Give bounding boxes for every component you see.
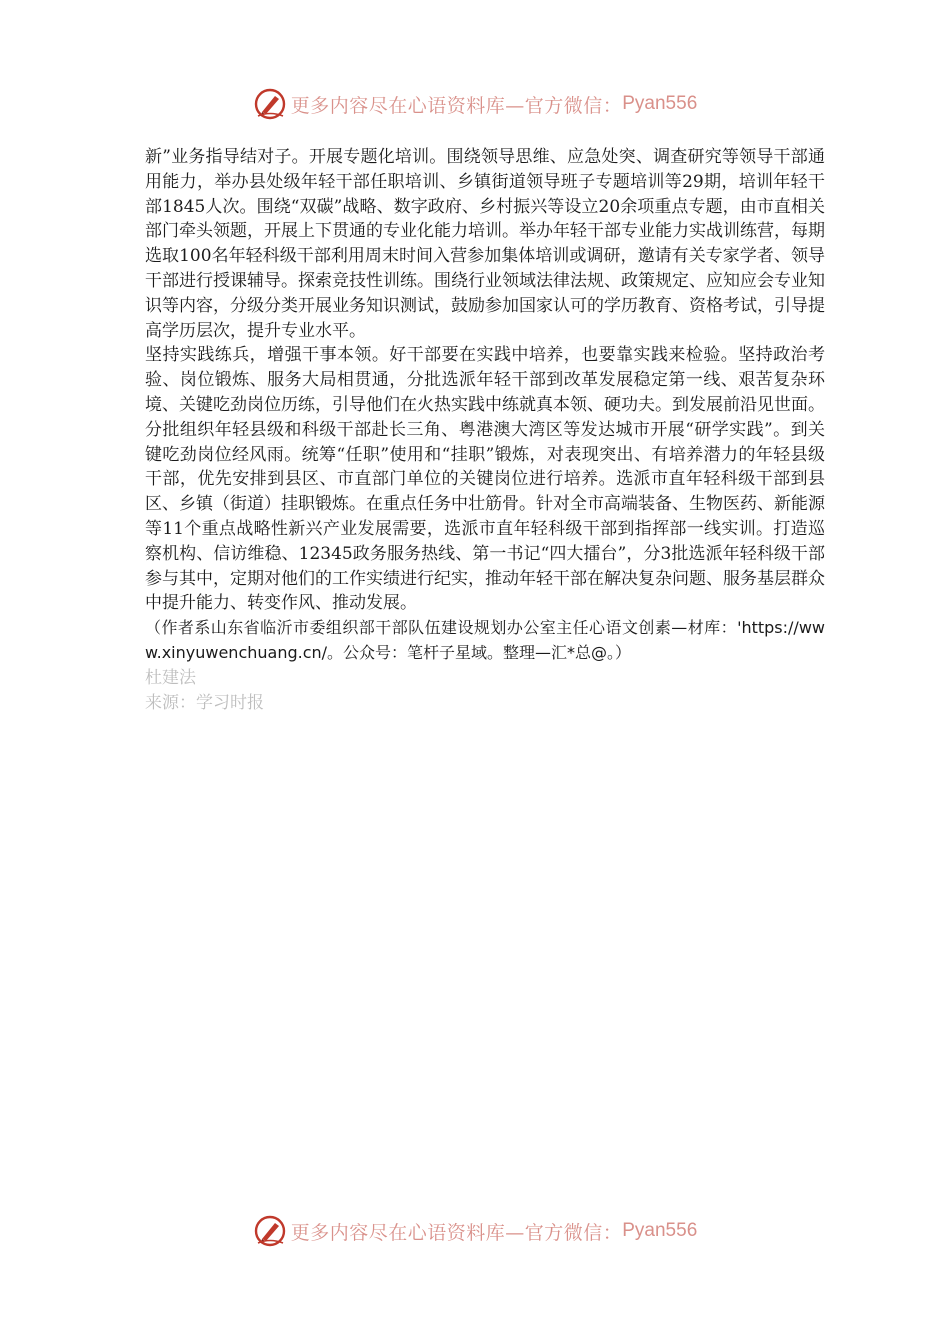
article-paragraph: 新”业务指导结对子。开展专题化培训。围绕领导思维、应急处突、调查研究等领导干部通用能力，举办县处级年轻干部任职培训、乡镇街道领导班子专题培训等29期，培训年轻干部1845人次。围绕“双碳”战略、数字政府、乡村振兴等设立20余项重点专题，由市直相关部门牵头领题，开展上下贯通的专业化能力培训。举办年轻干部专业能力实战训练营，每期选取100名年轻科级干部利用周末时间入营参加集体培训或调研，邀请有关专家学者、领导干部进行授课辅导。探索竞技性训练。围绕行业领域法律法规、政策规定、应知应会专业知识等内容，分级分类开展业务知识测试，鼓励参加国家认可的学历教育、资格考试，引导提高学历层次，提升专业水平。 <box>145 147 825 341</box>
banner-text: 更多内容尽在心语资料库—官方微信： <box>290 94 623 117</box>
pen-logo-icon <box>253 87 287 121</box>
article-source: 来源：学习时报 <box>145 692 264 713</box>
author-credit: （作者系山东省临沂市委组织部干部队伍建设规划办公室主任心语文创素—材库：'https://www.xinyuwenchuang.cn/。公众号：笔杆子星域。整理—汇*总@。） <box>145 618 825 662</box>
banner-wechat-id: Pyan556 <box>622 1220 698 1241</box>
article-paragraph: 坚持实践练兵，增强干事本领。好干部要在实践中培养，也要靠实践来检验。坚持政治考验、岗位锻炼、服务大局相贯通，分批选派年轻干部到改革发展稳定第一线、艰苦复杂环境、关键吃劲岗位历练，引导他们在火热实践中练就真本领、硬功夫。到发展前沿见世面。分批组织年轻县级和科级干部赴长三角、粤港澳大湾区等发达城市开展“研学实践”。到关键吃劲岗位经风雨。统筹“任职”使用和“挂职”锻炼，对表现突出、有培养潜力的年轻县级干部，优先安排到县区、市直部门单位的关键岗位进行培养。选派市直年轻科级干部到县区、乡镇（街道）挂职锻炼。在重点任务中壮筋骨。针对全市高端装备、生物医药、新能源等11个重点战略性新兴产业发展需要，选派市直年轻科级干部到指挥部一线实训。打造巡察机构、信访维稳、12345政务服务热线、第一书记“四大擂台”，分3批选派年轻科级干部参与其中，定期对他们的工作实绩进行纪实，推动年轻干部在解决复杂问题、服务基层群众中提升能力、转变作风、推动发展。 <box>145 345 825 614</box>
banner-wechat-id: Pyan556 <box>622 93 698 114</box>
banner-text: 更多内容尽在心语资料库—官方微信： <box>290 1221 623 1244</box>
header-banner <box>0 84 950 124</box>
author-name: 杜建法 <box>145 667 196 688</box>
pen-logo-icon <box>253 1214 287 1248</box>
footer-banner <box>0 1211 950 1251</box>
article-body <box>145 145 825 715</box>
